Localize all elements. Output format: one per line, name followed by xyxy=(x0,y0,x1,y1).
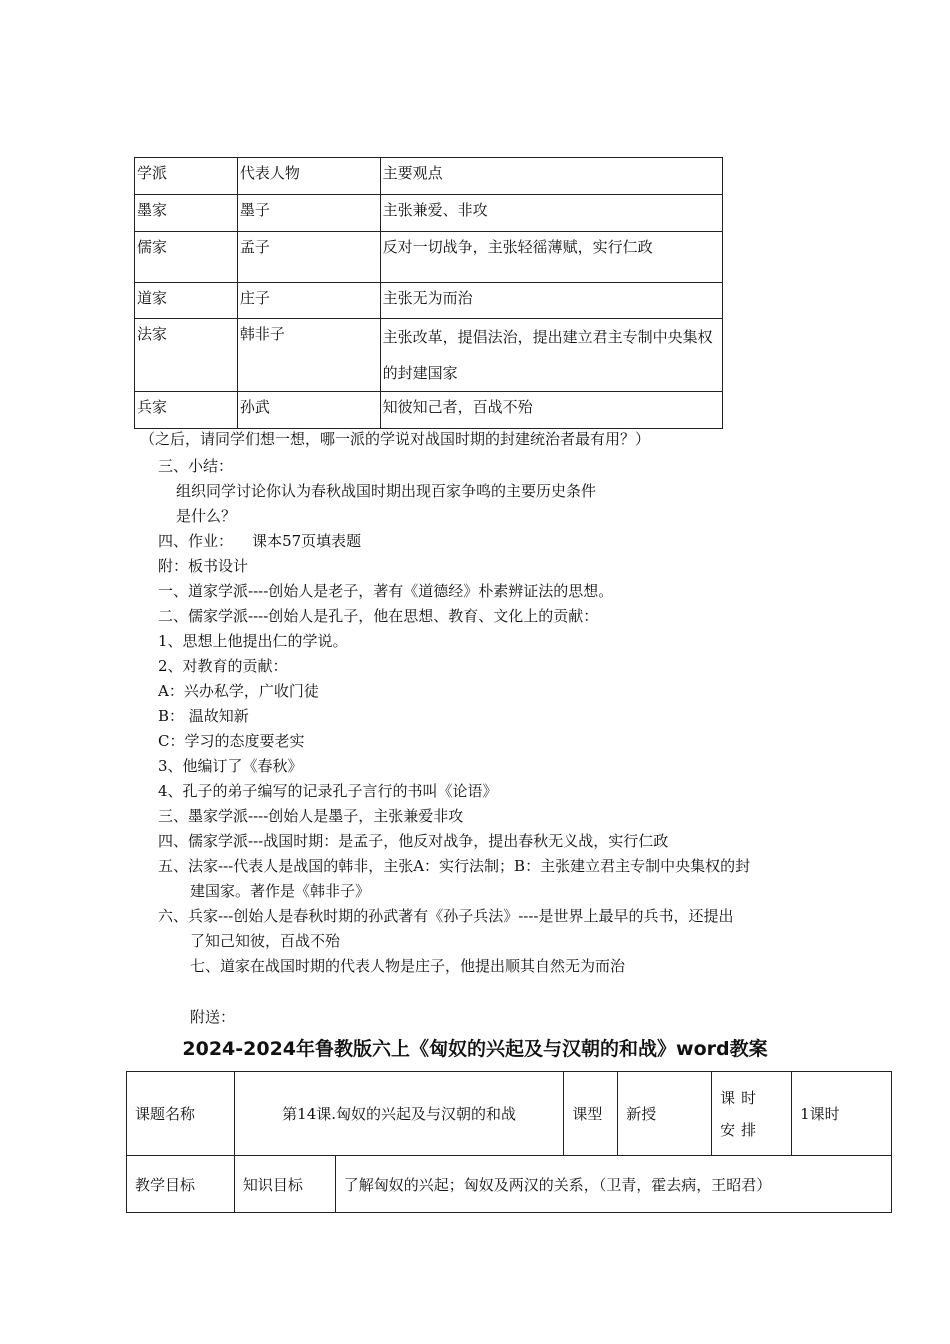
summary-text-line-1: 组织同学讨论你认为春秋战国时期出现百家争鸣的主要历史条件 xyxy=(176,482,597,500)
table-row xyxy=(135,283,723,319)
appendix-label: 附送： xyxy=(190,1008,236,1026)
board-subitem: 2、对教育的贡献： xyxy=(158,657,288,675)
table-row xyxy=(127,1072,892,1156)
board-item-military: 六、兵家---创始人是春秋时期的孙武著有《孙子兵法》----是世界上最早的兵书，还提出 xyxy=(158,907,734,925)
table-row xyxy=(135,232,723,283)
table-cell: 道家 xyxy=(135,283,238,319)
homework-line: 四、作业： 课本57页填表题 xyxy=(158,532,362,550)
board-subitem: 4、孔子的弟子编写的记录孔子言行的书叫《论语》 xyxy=(158,782,498,800)
type-label: 课型 xyxy=(564,1072,618,1156)
table-cell: 主张兼爱、非攻 xyxy=(380,195,722,232)
knowledge-value: 了解匈奴的兴起；匈奴及两汉的关系，（卫青，霍去病，王昭君） xyxy=(335,1156,891,1213)
table-cell: 韩非子 xyxy=(237,319,380,392)
table-cell: 孙武 xyxy=(237,392,380,429)
board-item-confucian: 二、儒家学派----创始人是孔子，他在思想、教育、文化上的贡献： xyxy=(158,607,599,625)
summary-text-line-2: 是什么？ xyxy=(176,507,237,525)
board-item-legalist-cont: 建国家。著作是《韩非子》 xyxy=(190,882,371,900)
board-item-mohist: 三、墨家学派----创始人是墨子，主张兼爱非攻 xyxy=(158,807,464,825)
topic-label: 课题名称 xyxy=(127,1072,235,1156)
type-value: 新授 xyxy=(618,1072,712,1156)
table-row xyxy=(135,392,723,429)
table-cell: 庄子 xyxy=(237,283,380,319)
table-row xyxy=(127,1156,892,1213)
board-item-confucian-warring: 四、儒家学派---战国时期：是孟子，他反对战争，提出春秋无义战，实行仁政 xyxy=(158,832,669,850)
schedule-value: 1课时 xyxy=(792,1072,892,1156)
table-cell: 墨家 xyxy=(135,195,238,232)
schedule-label: 课时安排 xyxy=(712,1072,792,1156)
board-item-legalist: 五、法家---代表人是战国的韩非，主张A：实行法制；B：主张建立君主专制中央集权的封 xyxy=(158,857,751,875)
table-cell: 儒家 xyxy=(135,232,238,283)
board-subitem: 3、他编订了《春秋》 xyxy=(158,757,303,775)
table-row xyxy=(135,195,723,232)
goal-label: 教学目标 xyxy=(127,1156,235,1213)
board-subitem: B： 温故知新 xyxy=(158,707,249,725)
document-title: 2024-2024年鲁教版六上《匈奴的兴起及与汉朝的和战》word教案 xyxy=(182,1038,768,1060)
discussion-question: （之后，请同学们想一想，哪一派的学说对战国时期的封建统治者最有用？） xyxy=(140,430,651,448)
board-design-heading: 附：板书设计 xyxy=(158,557,249,575)
lesson-plan-table xyxy=(126,1071,892,1213)
table-cell: 知彼知己者，百战不殆 xyxy=(380,392,722,429)
board-subitem: 1、思想上他提出仁的学说。 xyxy=(158,632,348,650)
board-item-daoist-warring: 七、道家在战国时期的代表人物是庄子，他提出顺其自然无为而治 xyxy=(190,957,626,975)
board-item-daoist: 一、道家学派----创始人是老子，著有《道德经》朴素辨证法的思想。 xyxy=(158,582,614,600)
table-header-row xyxy=(135,158,723,195)
board-subitem: A：兴办私学，广收门徒 xyxy=(158,682,319,700)
table-cell: 墨子 xyxy=(237,195,380,232)
header-cell-representative: 代表人物 xyxy=(237,158,380,195)
table-row xyxy=(135,319,723,392)
topic-value: 第14课.匈奴的兴起及与汉朝的和战 xyxy=(234,1072,563,1156)
table-cell: 孟子 xyxy=(237,232,380,283)
schools-table xyxy=(134,157,723,429)
table-cell: 主张无为而治 xyxy=(380,283,722,319)
header-cell-school: 学派 xyxy=(135,158,238,195)
knowledge-label: 知识目标 xyxy=(234,1156,335,1213)
board-subitem: C：学习的态度要老实 xyxy=(158,732,305,750)
table-cell: 主张改革，提倡法治，提出建立君主专制中央集权的封建国家 xyxy=(380,319,722,392)
section-summary-heading: 三、小结： xyxy=(158,457,234,475)
header-cell-viewpoint: 主要观点 xyxy=(380,158,722,195)
table-cell: 法家 xyxy=(135,319,238,392)
board-item-military-cont: 了知己知彼，百战不殆 xyxy=(190,932,341,950)
table-cell: 反对一切战争，主张轻徭薄赋，实行仁政 xyxy=(380,232,722,283)
table-cell: 兵家 xyxy=(135,392,238,429)
